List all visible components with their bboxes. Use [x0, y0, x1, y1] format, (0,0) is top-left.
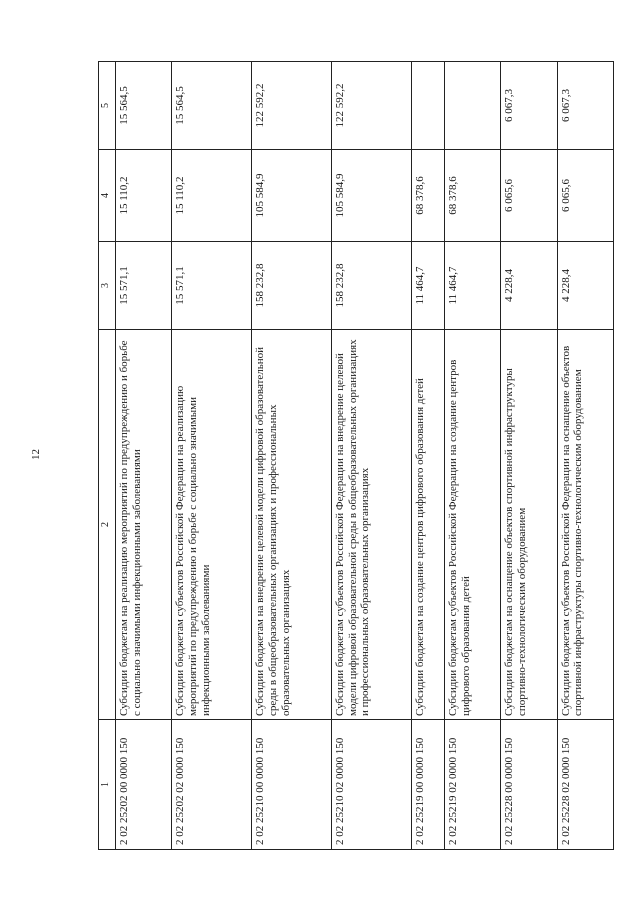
- table-row: [444, 62, 500, 850]
- row-value-5: 6 067,3: [501, 62, 557, 150]
- row-code: 2 02 25202 00 0000 150: [116, 720, 172, 850]
- row-value-3: 4 228,4: [557, 242, 613, 330]
- row-value-3: 158 232,8: [252, 242, 332, 330]
- row-code: 2 02 25210 00 0000 150: [252, 720, 332, 850]
- header-col-3: 3: [99, 242, 116, 330]
- row-value-5: 15 564,5: [116, 62, 172, 150]
- row-name: Субсидии бюджетам на реализацию мероприятий по предупреждению и борьбе с социально значимыми инфекционными заболеваниями: [116, 330, 172, 720]
- row-value-3: 158 232,8: [332, 242, 412, 330]
- row-value-5: [412, 62, 445, 150]
- table-row: [252, 62, 332, 850]
- table-row: [172, 62, 252, 850]
- row-value-5: 122 592,2: [332, 62, 412, 150]
- table-row: [501, 62, 557, 850]
- row-code: 2 02 25228 00 0000 150: [501, 720, 557, 850]
- row-value-4: 68 378,6: [444, 150, 500, 242]
- row-code: 2 02 25219 02 0000 150: [444, 720, 500, 850]
- row-value-5: 15 564,5: [172, 62, 252, 150]
- row-value-3: 15 571,1: [116, 242, 172, 330]
- row-name: Субсидии бюджетам субъектов Российской Федерации на создание центров цифрового образования детей: [444, 330, 500, 720]
- budget-table: [98, 61, 614, 850]
- row-value-4: 6 065,6: [557, 150, 613, 242]
- row-value-3: 15 571,1: [172, 242, 252, 330]
- row-name: Субсидии бюджетам субъектов Российской Федерации на оснащение объектов спортивной инфраструктуры спортивно-технологическим оборудованием: [557, 330, 613, 720]
- header-row: [99, 62, 116, 850]
- row-name: Субсидии бюджетам субъектов Российской Федерации на реализацию мероприятий по предупреждению и борьбе с социально значимыми инфекционными заболеваниями: [172, 330, 252, 720]
- row-value-5: [444, 62, 500, 150]
- row-value-5: 6 067,3: [557, 62, 613, 150]
- table-row: [412, 62, 445, 850]
- row-name: Субсидии бюджетам на создание центров цифрового образования детей: [412, 330, 445, 720]
- header-col-2: 2: [99, 330, 116, 720]
- row-value-3: 11 464,7: [412, 242, 445, 330]
- header-col-1: 1: [99, 720, 116, 850]
- row-value-3: 4 228,4: [501, 242, 557, 330]
- row-code: 2 02 25228 02 0000 150: [557, 720, 613, 850]
- row-value-4: 105 584,9: [332, 150, 412, 242]
- row-value-4: 15 110,2: [172, 150, 252, 242]
- row-name: Субсидии бюджетам на оснащение объектов спортивной инфраструктуры спортивно-технологическим оборудованием: [501, 330, 557, 720]
- row-name: Субсидии бюджетам субъектов Российской Федерации на внедрение целевой модели цифровой образовательной среды в общеобразовательных организациях и профессиональных образовательных организациях: [332, 330, 412, 720]
- page-number: 12: [30, 449, 42, 460]
- row-value-4: 105 584,9: [252, 150, 332, 242]
- table-row: [332, 62, 412, 850]
- table-row: [557, 62, 613, 850]
- row-value-4: 68 378,6: [412, 150, 445, 242]
- row-value-5: 122 592,2: [252, 62, 332, 150]
- budget-table-container: [98, 62, 614, 850]
- row-value-3: 11 464,7: [444, 242, 500, 330]
- row-value-4: 15 110,2: [116, 150, 172, 242]
- row-code: 2 02 25219 00 0000 150: [412, 720, 445, 850]
- row-code: 2 02 25210 02 0000 150: [332, 720, 412, 850]
- header-col-5: 5: [99, 62, 116, 150]
- header-col-4: 4: [99, 150, 116, 242]
- row-name: Субсидии бюджетам на внедрение целевой модели цифровой образовательной среды в общеобразовательных организациях и профессиональных образовательных организациях: [252, 330, 332, 720]
- table-row: [116, 62, 172, 850]
- row-code: 2 02 25202 02 0000 150: [172, 720, 252, 850]
- row-value-4: 6 065,6: [501, 150, 557, 242]
